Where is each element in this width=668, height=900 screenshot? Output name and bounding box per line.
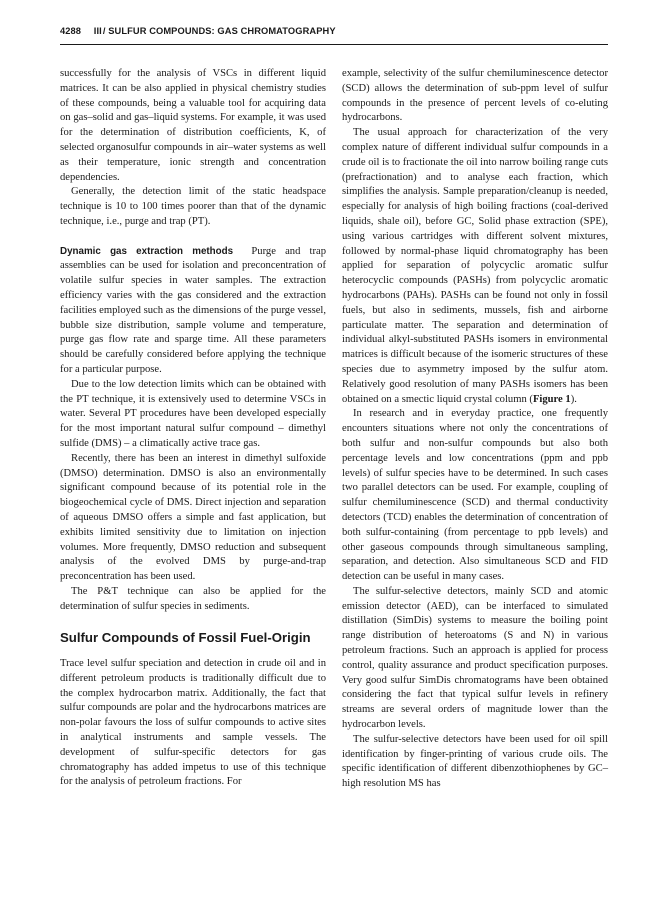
paragraph: Trace level sulfur speciation and detection in crude oil and in different petroleum products is traditionally difficult due to the complex hydrocarbon matrix. Additionally, the fact that sulfur compounds are polar and the hydrocarbons matrices are non-polar favours the loss of sulfur compounds to active sites in analytical instruments and sample vessels. The development of sulfur-specific detectors for gas chromatography has added impetus to use of this technique for the analysis of petroleum fractions. For: [60, 657, 326, 788]
runin-heading: Dynamic gas extraction methods: [60, 245, 234, 257]
paragraph: The P&T technique can also be applied for the determination of sulfur species in sediments.: [60, 585, 326, 612]
figure-reference[interactable]: Figure 1: [532, 393, 571, 405]
paragraph: Generally, the detection limit of the static headspace technique is 10 to 100 times poorer than that of the dynamic technique, i.e., purge and trap (PT).: [60, 186, 326, 227]
paragraph-text: Purge and trap assemblies can be used for isolation and preconcentration of volatile sulfur species in water samples. The extraction efficiency varies with the gas considered and the extraction facilities employed such as the dimensions of the purge vessel, bubble size distribution, sample volume and temperature, purge gas flow rate and sparge time. All these parameters should be carefully considered before applying the technique for a particular purpose.: [60, 245, 327, 375]
paragraph: example, selectivity of the sulfur chemiluminescence detector (SCD) allows the determination of sub-ppm level of sulfur compounds in the presence of percent levels of co-eluting hydrocarbons.: [342, 68, 608, 124]
paragraph: successfully for the analysis of VSCs in different liquid matrices. It can be also applied in physical chemistry studies of these compounds, being a valuable tool for acquiring data on gas–solid and gas–liquid systems. For example, it was used for the determination of distribution coefficients, K, of selected organosulfur compounds in air–water systems as well as their temperature, ionic strength and concentration dependencies.: [60, 68, 326, 183]
left-column: [60, 67, 326, 790]
paragraph-text: The usual approach for characterization of the very complex nature of different individual sulfur compounds in a crude oil is to fractionate the oil into narrow boiling range cuts (prefractionation) and to analyse each fraction, which simplifies the analysis. Sample preparation/cleanup is needed, especially for analysis of high boiling fractions (coal-derived liquids, shale oil), before GC, Solid phase extraction (SPE), using various cartridges with different solvent mixtures, followed by normal-phase liquid chromatography has been applied for separation of polycyclic aromatic sulfur heterocyclic compounds (PASHs) from polycyclic aromatic hydrocarbons (PAHs). PASHs can be found not only in fossil fuels, but also in sediments, mussels, fish and airborne particulate matter. The separation and determination of individual alkyl-substituted PASHs isomers in environmental matrices is difficult because of the isomeric structures of these species due to asymmetry imposed by the sulfur atom. Relatively good resolution of many PASHs isomers has been obtained on a smectic liquid crystal column (: [342, 127, 608, 405]
paragraph-gap: [60, 230, 326, 245]
paragraph: Due to the low detection limits which can be obtained with the PT technique, it is extensively used to determine VSCs in water. Several PT procedures have been developed especially for the most important natural sulfur compound – dimethyl sulfide (DMS) – a climatically active trace gas.: [60, 378, 326, 449]
section-number: III: [93, 26, 102, 36]
section-heading: Sulfur Compounds of Fossil Fuel-Origin: [60, 630, 311, 646]
header-rule: [60, 44, 608, 45]
right-column: [342, 67, 608, 792]
paragraph: Recently, there has been an interest in dimethyl sulfoxide (DMSO) determination. DMSO is also an environmentally significant compound because of its potential role in the biogeochemical cycle of DMS. Direct injection and separation of aqueous DMSO offers a simple and fast application, but exhibits limited sensitivity due to limitation on injection volumes. More frequently, DMSO reduction and subsequent analysis of the evolved DMS by purge-and-trap preconcentration has been used.: [60, 452, 326, 583]
running-title: / SULFUR COMPOUNDS: GAS CHROMATOGRAPHY: [102, 26, 336, 36]
page-number: 4288: [60, 26, 82, 36]
paragraph: In research and in everyday practice, one frequently encounters situations where not only the concentrations of both sulfur and non-sulfur compounds but also both percentage levels and low concentrations (ppm and ppb levels) of sulfur species have to be determined. In such cases two parallel detectors can be used. For example, coupling of sulfur chemiluminescence (SCD) and thermal conductivity detectors (TCD) enables the determination of concentration of both sulfur-containing (from percentage to ppb levels) and other gaseous compounds through simultaneous sampling, separation, and detection. Also simultaneous SCD and FID detection can be useful in many cases.: [342, 408, 608, 583]
paragraph: The sulfur-selective detectors, mainly SCD and atomic emission detector (AED), can be interfaced to simulated distillation (SimDis) systems to measure the boiling point range distribution of heteroatoms (S and N) in various petroleum fractions. Such an approach is applied for process control, quality assurance and product specification purposes. Very good sulfur SimDis chromatograms have been obtained considering the fact that typical sulfur levels in refinery streams are several orders of magnitude lower than the hydrocarbon levels.: [342, 585, 608, 731]
running-head: [60, 26, 608, 36]
paragraph-text-end: ).: [570, 393, 577, 405]
paragraph-dynamic-extraction: [60, 245, 326, 378]
paragraph-prefractionation: [342, 126, 608, 407]
paragraph: The sulfur-selective detectors have been used for oil spill identification by finger-printing of various crude oils. The specific identification of different dibenzothiophenes by GC–high resolution MS has: [342, 733, 608, 790]
